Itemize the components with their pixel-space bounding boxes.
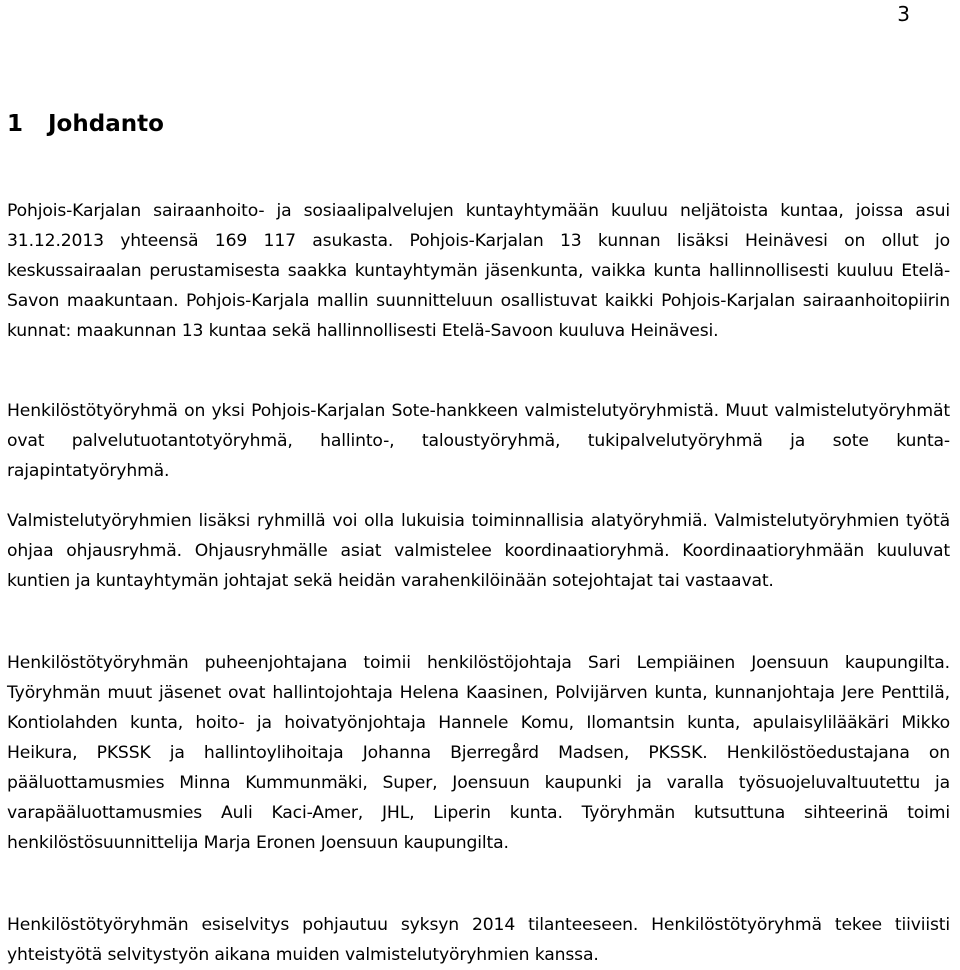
section-number: 1 (7, 111, 24, 137)
section-heading (7, 109, 164, 139)
paragraph-preliminary-study: Henkilöstötyöryhmän esiselvitys pohjautuu syksyn 2014 tilanteeseen. Henkilöstötyöryhmä tekee tiiviisti yhteistyötä selvitystyön aikana muiden valmistelutyöryhmien kanssa. (7, 915, 950, 965)
page-number: 3 (897, 2, 910, 26)
paragraph-member-municipalities: Pohjois-Karjalan sairaanhoito- ja sosiaalipalvelujen kuntayhtymään kuuluu neljätoista kuntaa, joissa asui 31.12.2013 yhteensä 169 117 asukasta. Pohjois-Karjalan 13 kunnan lisäksi Heinävesi on ollut jo keskussairaalan perustamisesta saakka kuntayhtymän jäsenkunta, vaikka kunta hallinnollisesti kuuluu Etelä-Savon maakuntaan. Pohjois-Karjala mallin suunnitteluun osallistuvat kaikki Pohjois-Karjalan sairaanhoitopiirin kunnat: maakunnan 13 kuntaa sekä hallinnollisesti Etelä-Savoon kuuluva Heinävesi. (7, 201, 950, 341)
paragraph-steering-groups: Valmistelutyöryhmien lisäksi ryhmillä voi olla lukuisia toiminnallisia alatyöryhmiä. Valmistelutyöryhmien työtä ohjaa ohjausryhmä. Ohjausryhmälle asiat valmistelee koordinaatioryhmä. Koordinaatioryhmään kuuluvat kuntien ja kuntayhtymän johtajat sekä heidän varahenkilöinään sotejohtajat tai vastaavat. (7, 511, 950, 591)
section-title: Johdanto (48, 111, 164, 137)
paragraph-group-members: Henkilöstötyöryhmän puheenjohtajana toimii henkilöstöjohtaja Sari Lempiäinen Joensuun kaupungilta. Työryhmän muut jäsenet ovat hallintojohtaja Helena Kaasinen, Polvijärven kunta, kunnanjohtaja Jere Penttilä, Kontiolahden kunta, hoito- ja hoivatyönjohtaja Hannele Komu, Ilomantsin kunta, apulaisylilääkäri Mikko Heikura, PKSSK ja hallintoylihoitaja Johanna Bjerregård Madsen, PKSSK. Henkilöstöedustajana on pääluottamusmies Minna Kummunmäki, Super, Joensuun kaupunki ja varalla työsuojeluvaltuutettu ja varapääluottamusmies Auli Kaci-Amer, JHL, Liperin kunta. Työryhmän kutsuttuna sihteerinä toimi henkilöstösuunnittelija Marja Eronen Joensuun kaupungilta. (7, 653, 950, 853)
paragraph-working-groups: Henkilöstötyöryhmä on yksi Pohjois-Karjalan Sote-hankkeen valmistelutyöryhmistä. Muut valmistelutyöryhmät ovat palvelutuotantotyöryhmä, hallinto-, taloustyöryhmä, tukipalvelutyöryhmä ja sote kunta-rajapintatyöryhmä. (7, 401, 950, 481)
